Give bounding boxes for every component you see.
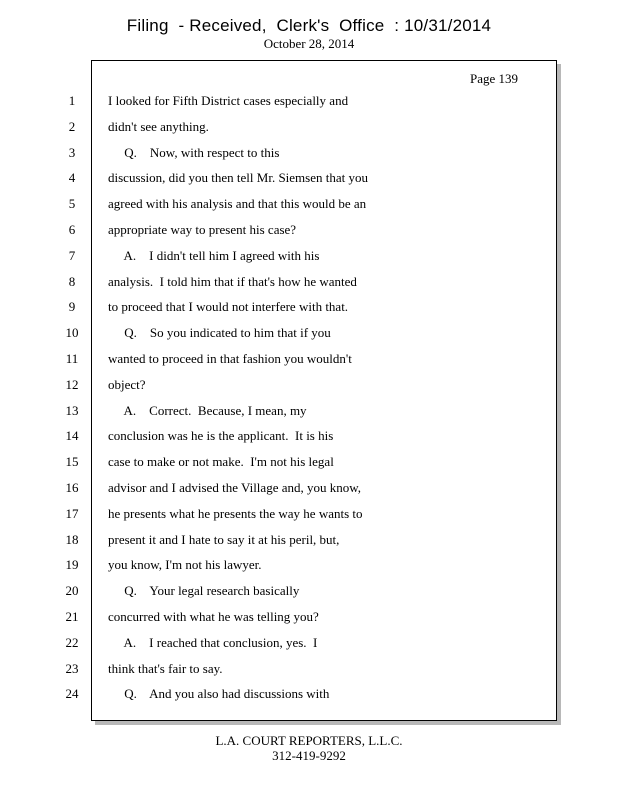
- footer-phone: 312-419-9292: [272, 748, 346, 763]
- line-number: 15: [65, 454, 79, 470]
- line-number: 14: [65, 428, 79, 444]
- line-text: agreed with his analysis and that this would be an: [108, 196, 367, 212]
- line-text: present it and I hate to say it at his peril, but,: [108, 531, 340, 547]
- line-number: 18: [65, 531, 79, 547]
- line-number: 22: [65, 634, 79, 650]
- line-number: 11: [65, 351, 79, 366]
- line-number: 20: [65, 583, 79, 599]
- line-text: you know, I'm not his lawyer.: [108, 557, 262, 573]
- line-number: 24: [65, 686, 79, 702]
- line-text: A. I didn't tell him I agreed with his: [108, 247, 320, 263]
- line-text: I looked for Fifth District cases especially and: [108, 93, 349, 108]
- line-number: 8: [68, 273, 76, 289]
- line-text: object?: [108, 376, 146, 392]
- line-text: conclusion was he is the applicant. It is his: [108, 428, 334, 444]
- line-number: 19: [65, 557, 79, 573]
- line-text: Q. And you also had discussions with: [108, 686, 330, 702]
- line-text: Q. Your legal research basically: [108, 583, 300, 599]
- footer-company: L.A. COURT REPORTERS, L.L.C.: [215, 733, 403, 748]
- line-number: 1: [68, 93, 76, 108]
- line-number: 5: [68, 196, 76, 212]
- line-number: 21: [65, 609, 79, 624]
- line-number: 12: [65, 376, 79, 392]
- line-number: 17: [65, 505, 79, 521]
- line-number: 9: [68, 299, 76, 315]
- line-text: concurred with what he was telling you?: [108, 609, 319, 624]
- line-text: advisor and I advised the Village and, you know,: [108, 480, 362, 495]
- line-text: Q. Now, with respect to this: [108, 144, 280, 160]
- line-text: he presents what he presents the way he wants to: [108, 505, 363, 521]
- line-text: discussion, did you then tell Mr. Siemsen that you: [108, 170, 368, 186]
- line-text: appropriate way to present his case?: [108, 222, 297, 237]
- line-text: to proceed that I would not interfere with that.: [108, 299, 349, 315]
- line-number: 23: [65, 660, 79, 676]
- line-number: 16: [65, 480, 79, 495]
- line-text: case to make or not make. I'm not his legal: [108, 454, 334, 470]
- line-text: A. Correct. Because, I mean, my: [108, 402, 307, 418]
- line-number: 6: [68, 222, 76, 237]
- line-text: analysis. I told him that if that's how he wanted: [108, 273, 357, 289]
- filing-stamp: Filing - Received, Clerk's Office : 10/31/2014: [126, 16, 492, 35]
- line-number: 10: [65, 325, 79, 341]
- transcript-date: October 28, 2014: [263, 36, 355, 51]
- line-number: 13: [65, 402, 79, 418]
- line-number: 3: [68, 144, 76, 160]
- line-text: Q. So you indicated to him that if you: [108, 325, 331, 341]
- line-text: think that's fair to say.: [108, 660, 223, 676]
- line-number: 7: [68, 247, 76, 263]
- line-text: didn't see anything.: [108, 118, 209, 134]
- line-text: A. I reached that conclusion, yes. I: [108, 634, 318, 650]
- line-text: wanted to proceed in that fashion you wouldn't: [108, 351, 352, 366]
- page-number: Page 139: [470, 71, 519, 86]
- line-number: 4: [68, 170, 76, 186]
- line-number: 2: [68, 118, 76, 134]
